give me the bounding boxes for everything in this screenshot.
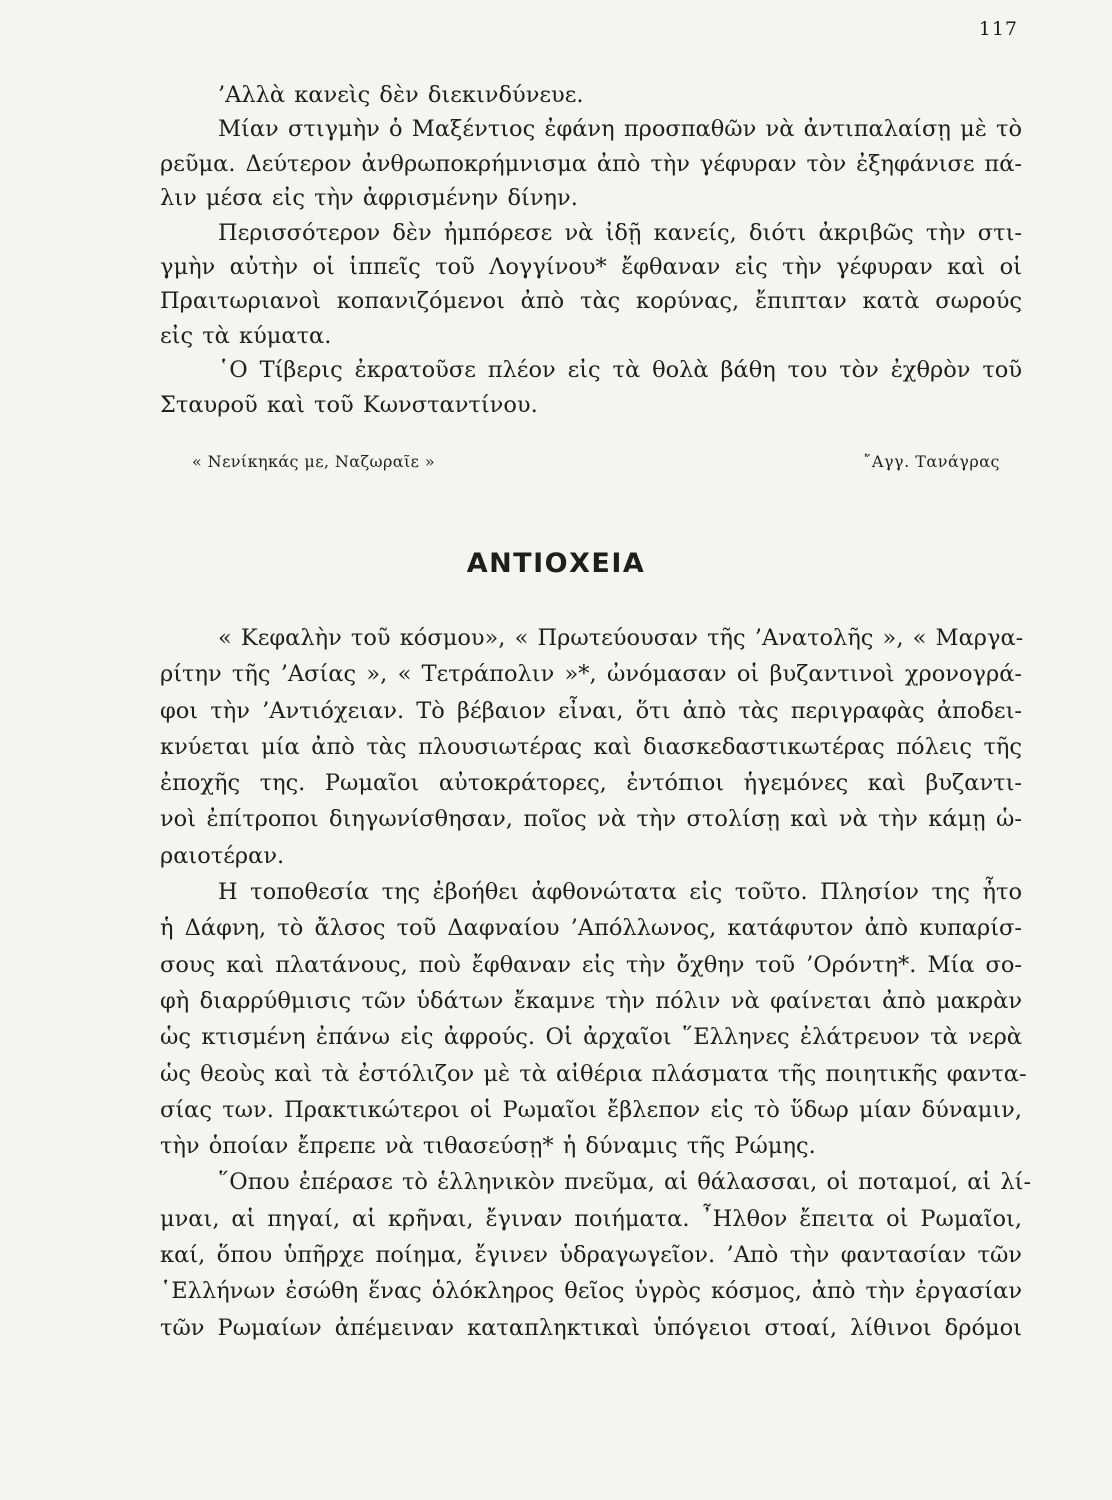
paragraph-line: Η τοποθεσία της ἐβοήθει ἀφθονώτατα εἰς τοῦτο. Πλησίον της ἦτο [218,879,1022,906]
paragraph-line: ῾Ελλήνων ἐσώθη ἕνας ὁλόκληρος θεῖος ὑγρὸς κόσμος, ἀπὸ τὴν ἐργασίαν [160,1278,1022,1305]
paragraph-line: καί, ὅπου ὑπῆρχε ποίημα, ἔγινεν ὑδραγωγεῖον. ’Απὸ τὴν φαντασίαν τῶν [160,1242,1022,1269]
paragraph-line: ὡς θεοὺς καὶ τὰ ἐστόλιζον μὲ τὰ αἰθέρια πλάσματα τῆς ποιητικῆς φαντα- [160,1060,1027,1087]
section-2-text [160,620,1032,1346]
chapter-title: ΑΝΤΙΟΧΕΙΑ [466,548,646,579]
paragraph-line: ὡς κτισμένη ἐπάνω εἰς ἀφρούς. Οἱ ἀρχαῖοι ῞Ελληνες ἐλάτρευον τὰ νερὰ [160,1024,1022,1051]
paragraph-line: ρεῦμα. Δεύτερον ἀνθρωποκρήμνισμα ἀπὸ τὴν γέφυραν τὸν ἐξηφάνισε πά- [160,150,1022,177]
paragraph-line: Σταυροῦ καὶ τοῦ Κωνσταντίνου. [160,391,538,418]
paragraph-line: μναι, αἱ πηγαί, αἱ κρῆναι, ἔγιναν ποιήματα. ῏Ηλθον ἔπειτα οἱ Ρωμαῖοι, [160,1205,1022,1232]
paragraph-line: ’Αλλὰ κανεὶς δὲν διεκινδύνευε. [218,82,584,108]
paragraph-line: ραιοτέραν. [160,842,285,869]
paragraph-line: λιν μέσα εἰς τὴν ἀφρισμένην δίνην. [160,185,578,212]
paragraph-line: τὴν ὁποίαν ἔπρεπε νὰ τιθασεύσῃ* ἡ δύναμις τῆς Ρώμης. [160,1133,816,1160]
paragraph-line: ἐποχῆς της. Ρωμαῖοι αὐτοκράτορες, ἐντόπιοι ἡγεμόνες καὶ βυζαντι- [160,770,1022,797]
paragraph-line: φὴ διαρρύθμισις τῶν ὑδάτων ἔκαμνε τὴν πόλιν νὰ φαίνεται ἀπὸ μακρὰν [160,987,1022,1014]
paragraph-line: ρίτην τῆς ’Ασίας », « Τετράπολιν »*, ὠνόμασαν οἱ βυζαντινοὶ χρονογρά- [160,661,1022,688]
epigraph-quote: « Νενίκηκάς με, Ναζωραῖε » [192,452,436,471]
paragraph-line: τῶν Ρωμαίων ἀπέμειναν καταπληκτικαὶ ὑπόγειοι στοαί, λίθινοι δρόμοι [160,1314,1022,1341]
paragraph-line: Μίαν στιγμὴν ὁ Μαξέντιος ἐφάνη προσπαθῶν νὰ ἀντιπαλαίσῃ μὲ τὸ [218,116,1022,143]
paragraph-line: νοὶ ἐπίτροποι διηγωνίσθησαν, ποῖος νὰ τὴν στολίσῃ καὶ νὰ τὴν κάμῃ ὡ- [160,806,1022,833]
paragraph-line: γμὴν αὐτὴν οἱ ἱππεῖς τοῦ Λογγίνου* ἔφθαναν εἰς τὴν γέφυραν καὶ οἱ [160,253,1022,280]
paragraph-line: ἡ Δάφνη, τὸ ἄλσος τοῦ Δαφναίου ’Απόλλωνος, κατάφυτον ἀπὸ κυπαρίσ- [160,915,1022,942]
paragraph-line: φοι τὴν ’Αντιόχειαν. Τὸ βέβαιον εἶναι, ὅτι ἀπὸ τὰς περιγραφὰς ἀποδει- [160,697,1022,724]
paragraph-line: σους καὶ πλατάνους, ποὺ ἔφθαναν εἰς τὴν ὄχθην τοῦ ’Ορόντη*. Μία σο- [160,951,1022,978]
paragraph-line: εἰς τὰ κύματα. [160,322,332,349]
epigraph-author: ῎Αγγ. Τανάγρας [863,452,1000,471]
paragraph-line: Πραιτωριανοὶ κοπανιζόμενοι ἀπὸ τὰς κορύνας, ἔπιπταν κατὰ σωρούς [160,288,1022,315]
paragraph-line: ῞Οπου ἐπέρασε τὸ ἑλληνικὸν πνεῦμα, αἱ θάλασσαι, οἱ ποταμοί, αἱ λί- [218,1169,1032,1196]
page-number: 117 [978,18,1018,40]
paragraph-line: Περισσότερον δὲν ἠμπόρεσε νὰ ἰδῇ κανείς, διότι ἀκριβῶς τὴν στι- [218,219,1022,246]
paragraph-line: « Κεφαλὴν τοῦ κόσμου», « Πρωτεύουσαν τῆς ’Ανατολῆς », « Μαργα- [218,625,1024,651]
paragraph-line: σίας των. Πρακτικώτεροι οἱ Ρωμαῖοι ἔβλεπον εἰς τὸ ὕδωρ μίαν δύναμιν, [160,1096,1022,1123]
section-1-text [160,78,1022,422]
paragraph-line: κνύεται μία ἀπὸ τὰς πλουσιωτέρας καὶ διασκεδαστικωτέρας πόλεις τῆς [160,733,1022,760]
epigraph [160,452,1000,471]
paragraph-line: ῾Ο Τίβερις ἐκρατοῦσε πλέον εἰς τὰ θολὰ βάθη του τὸν ἐχθρὸν τοῦ [218,357,1022,384]
